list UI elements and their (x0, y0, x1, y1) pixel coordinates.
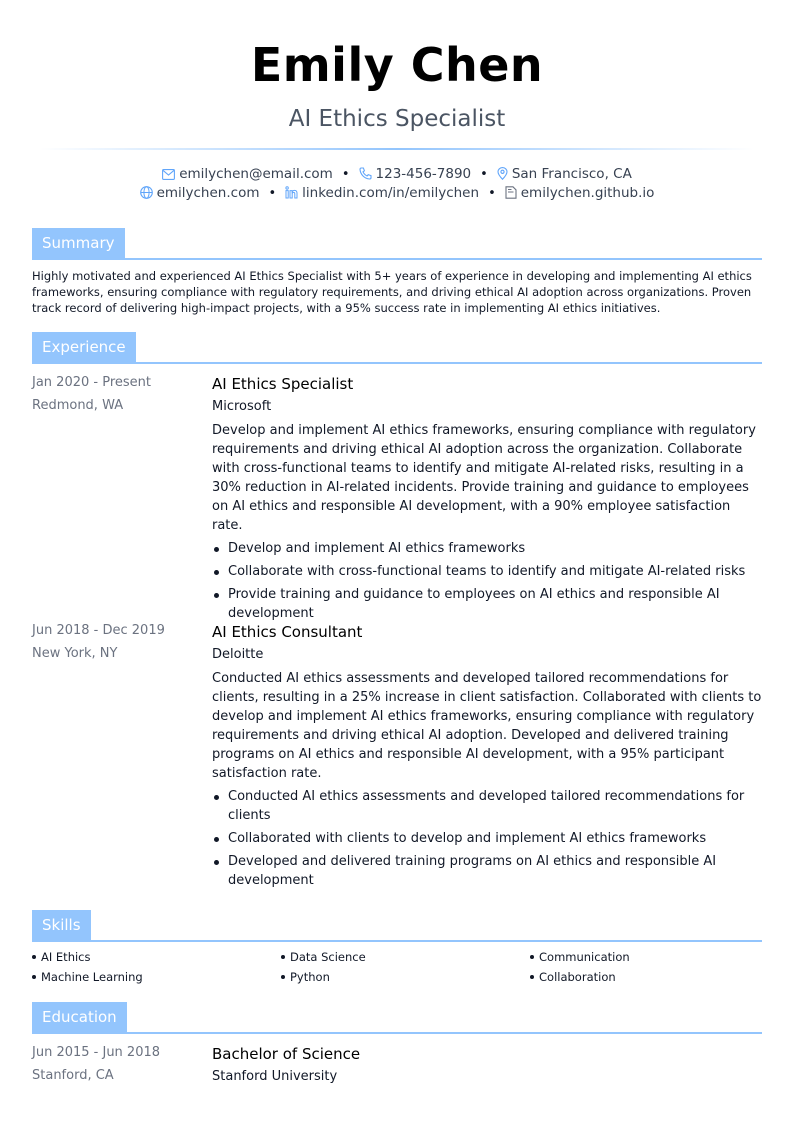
experience-description: Develop and implement AI ethics frameworks, ensuring compliance with regulatory requirements and driving ethical AI adoption across the organization. Collaborate with cross-functional teams to identify and mitigate AI-related risks, resulting in a 30% reduction in AI-related incidents. Provide training and guidance to employees on AI ethics and responsible AI development, with a 90% employee satisfaction rate. (212, 423, 756, 533)
experience-meta (32, 622, 202, 668)
experience-meta (32, 374, 202, 420)
skill-item: Data Science (281, 950, 366, 964)
contact-email[interactable] (162, 166, 333, 182)
education-entry (32, 1044, 762, 1094)
section-title: Skills (32, 910, 91, 940)
section-title: Education (32, 1002, 127, 1032)
education-degree: Bachelor of Science (212, 1045, 361, 1063)
phone-icon (359, 167, 372, 180)
section-header-education (32, 1002, 762, 1034)
education-details (212, 1044, 762, 1091)
list-item: Collaborate with cross-functional teams to identify and mitigate AI-related risks (212, 562, 762, 581)
education-dates: Jun 2015 - Jun 2018 (32, 1045, 161, 1060)
experience-bullets (212, 787, 762, 890)
summary-text: Highly motivated and experienced AI Ethics Specialist with 5+ years of experience in developing and implementing AI ethics frameworks, ensuring compliance with regulatory requirements, and driving ethical AI adoption across organizations. Proven track record of delivering high-impact projects, with a 95% success rate in implementing AI ethics initiatives. (32, 269, 752, 315)
education-meta (32, 1044, 202, 1090)
map-pin-icon (497, 167, 508, 180)
skill-item: Machine Learning (32, 970, 143, 984)
list-item: Provide training and guidance to employees on AI ethics and responsible AI development (212, 585, 762, 623)
contact-row-primary (0, 166, 794, 182)
location-text: San Francisco, CA (511, 166, 632, 182)
globe-icon (140, 186, 153, 199)
experience-details (212, 374, 762, 627)
experience-company: Microsoft (212, 399, 272, 414)
experience-location: New York, NY (32, 646, 118, 661)
separator-dot: • (341, 167, 350, 182)
experience-title: AI Ethics Consultant (212, 623, 363, 641)
experience-bullets (212, 539, 762, 623)
section-header-experience (32, 332, 762, 364)
contact-website[interactable] (140, 185, 260, 201)
contact-phone[interactable] (359, 166, 472, 182)
phone-text: 123-456-7890 (375, 166, 472, 182)
experience-location: Redmond, WA (32, 398, 124, 413)
separator-dot: • (268, 186, 277, 201)
section-title: Experience (32, 332, 136, 362)
github-text: emilychen.github.io (520, 185, 655, 201)
list-item: Developed and delivered training programs on AI ethics and responsible AI development (212, 852, 762, 890)
contact-linkedin[interactable] (285, 185, 479, 201)
list-item: Develop and implement AI ethics frameworks (212, 539, 762, 558)
email-text: emilychen@email.com (179, 166, 333, 182)
experience-entry (32, 374, 762, 621)
experience-description: Conducted AI ethics assessments and developed tailored recommendations for clients, resulting in a 25% increase in client satisfaction. Collaborated with clients to develop and implement AI ethics frameworks, ensuring compliance with regulatory requirements and driving ethical AI adoption. Developed and delivered training programs on AI ethics and responsible AI development, with a 95% participant satisfaction rate. (212, 671, 762, 781)
header-divider (40, 148, 754, 150)
contact-github[interactable] (505, 185, 655, 201)
skill-item: Collaboration (530, 970, 616, 984)
skill-item: Communication (530, 950, 630, 964)
linkedin-icon (285, 186, 298, 199)
contact-location (497, 166, 632, 182)
contact-row-links (0, 185, 794, 201)
envelope-icon (162, 169, 175, 180)
section-header-summary (32, 228, 762, 260)
education-school: Stanford University (212, 1069, 338, 1084)
experience-entry (32, 622, 762, 894)
experience-dates: Jun 2018 - Dec 2019 (32, 623, 165, 638)
skill-item: AI Ethics (32, 950, 91, 964)
experience-company: Deloitte (212, 647, 264, 662)
experience-details (212, 622, 762, 894)
experience-title: AI Ethics Specialist (212, 375, 354, 393)
document-icon (505, 186, 517, 199)
education-location: Stanford, CA (32, 1068, 114, 1083)
section-title: Summary (32, 228, 125, 258)
list-item: Collaborated with clients to develop and implement AI ethics frameworks (212, 829, 762, 848)
separator-dot: • (488, 186, 496, 201)
experience-dates: Jan 2020 - Present (32, 375, 151, 390)
section-header-skills (32, 910, 762, 942)
job-title-heading: AI Ethics Specialist (288, 106, 506, 132)
list-item: Conducted AI ethics assessments and developed tailored recommendations for clients (212, 787, 762, 825)
linkedin-text: linkedin.com/in/emilychen (302, 185, 480, 201)
website-text: emilychen.com (156, 185, 260, 201)
separator-dot: • (480, 167, 488, 182)
skill-item: Python (281, 970, 330, 984)
candidate-name: Emily Chen (250, 38, 544, 92)
